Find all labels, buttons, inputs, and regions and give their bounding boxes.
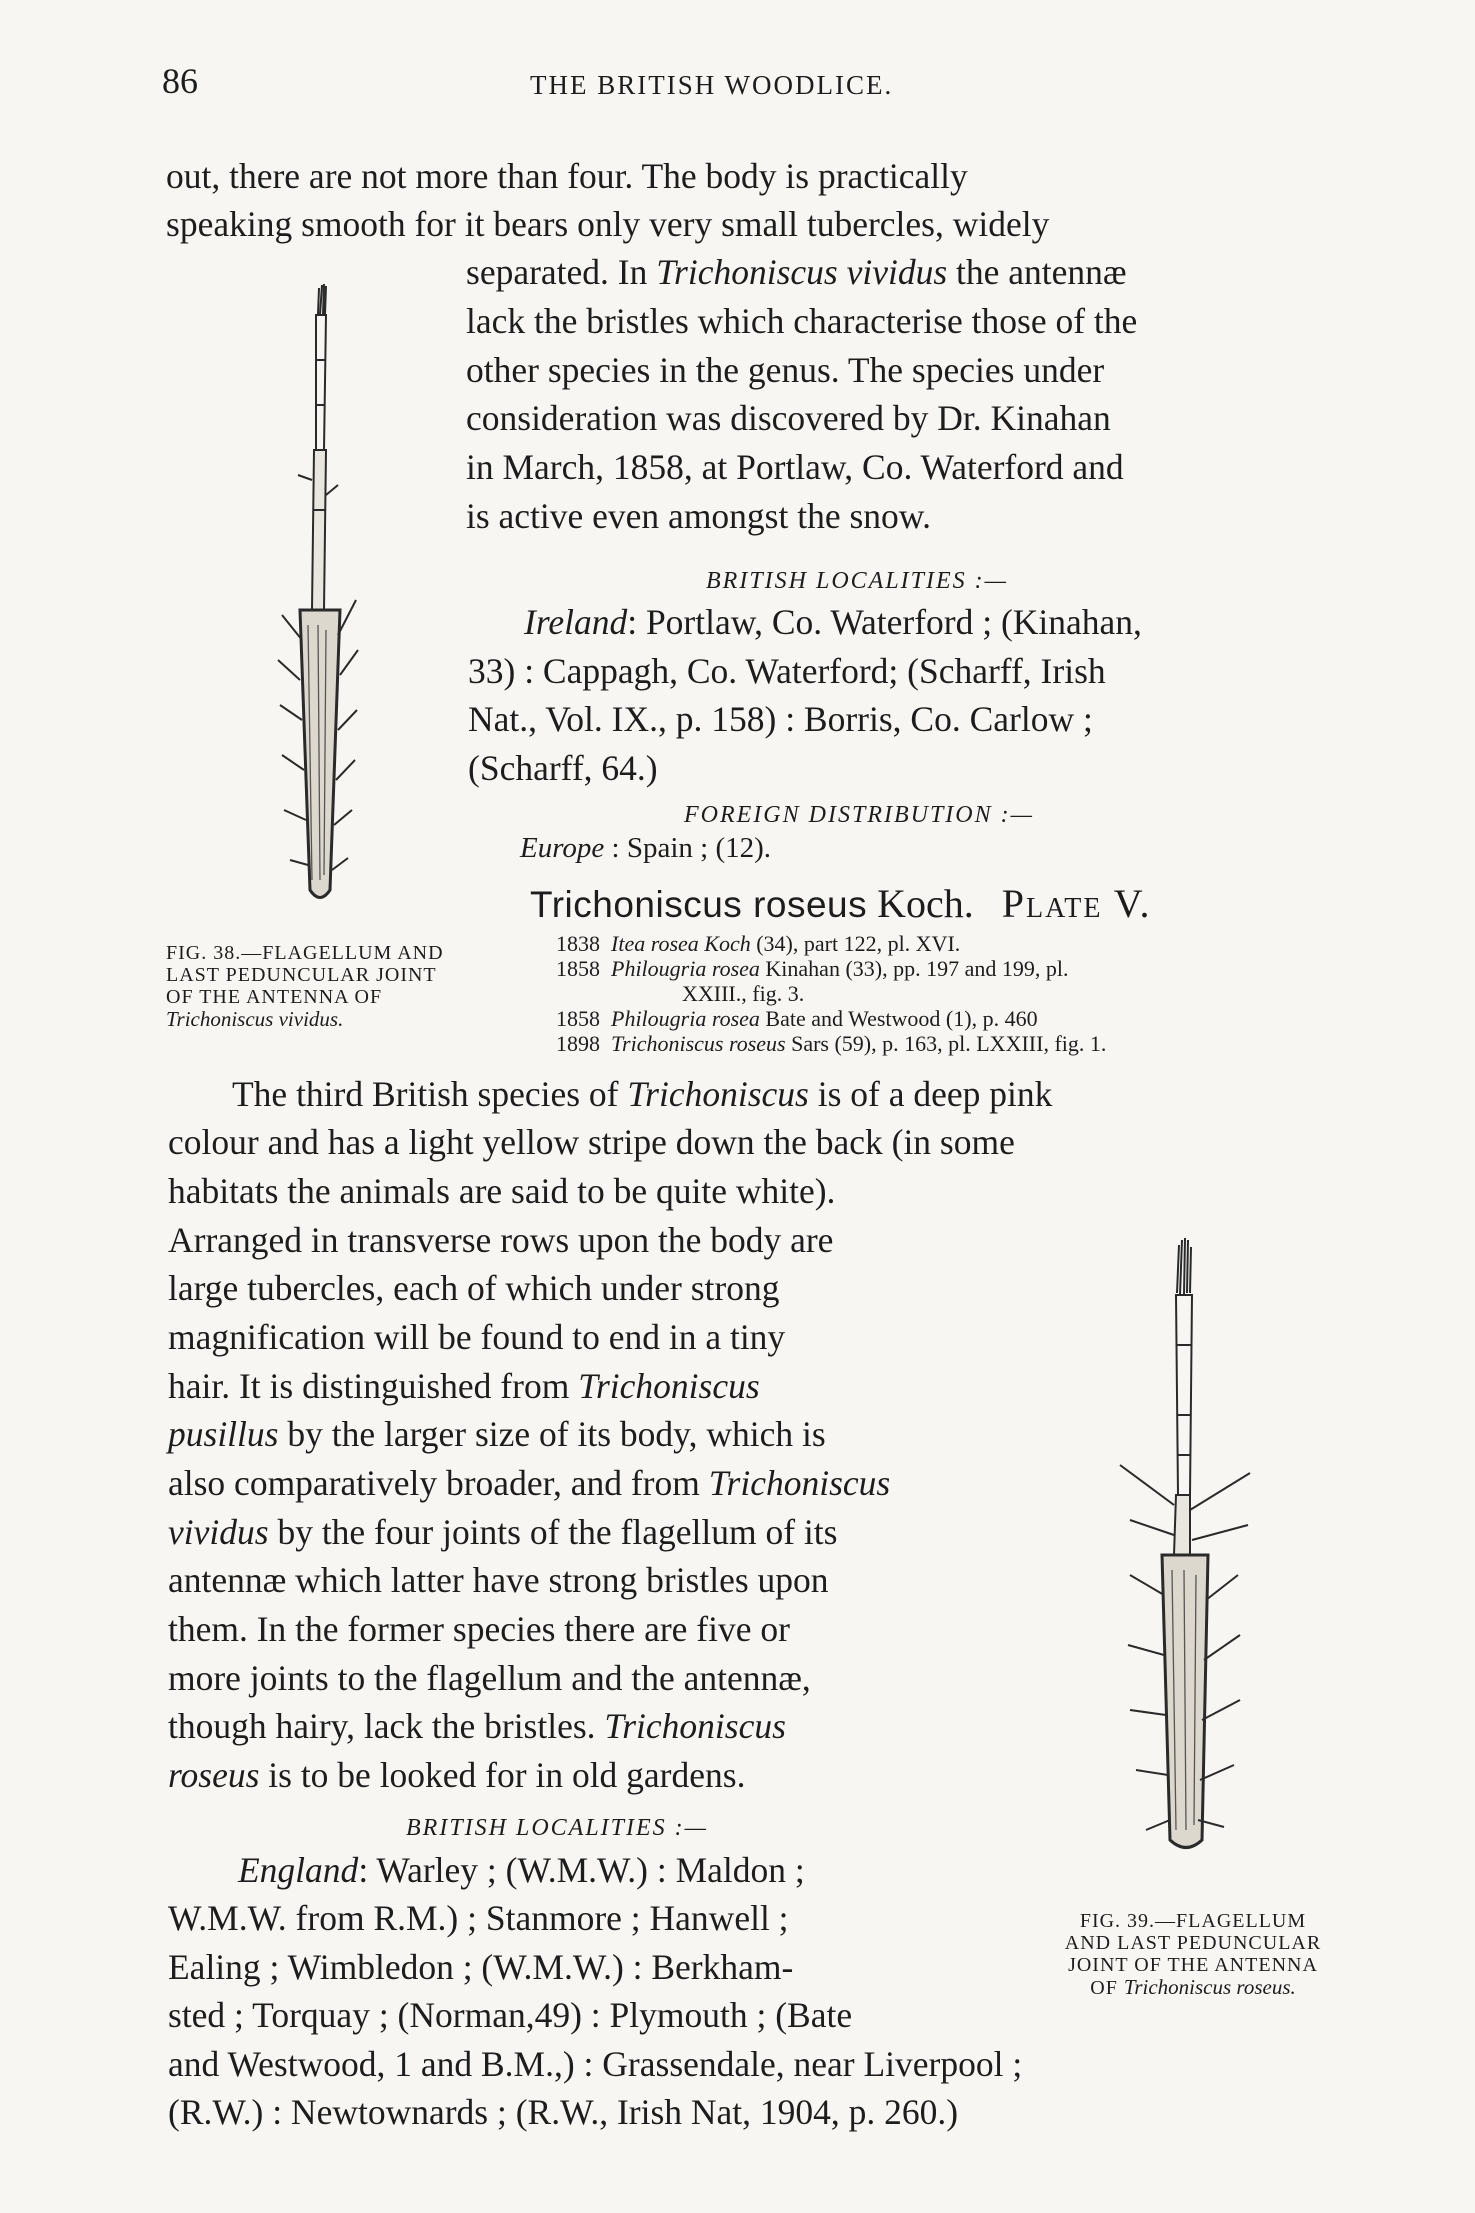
- main-line-15: roseus is to be looked for in old gardens.: [168, 1755, 746, 1795]
- main-line-12: them. In the former species there are five or: [168, 1609, 790, 1649]
- main-line-7: hair. It is distinguished from Trichoniscus: [168, 1366, 760, 1406]
- localities-2-line-1: England: Warley ; (W.M.W.) : Maldon ;: [238, 1850, 805, 1890]
- intro-line-7: in March, 1858, at Portlaw, Co. Waterford and: [466, 447, 1124, 487]
- main-line-5: large tubercles, each of which under strong: [168, 1268, 780, 1308]
- localities-1-line-2: 33) : Cappagh, Co. Waterford; (Scharff, Irish: [468, 651, 1106, 691]
- species-heading: Trichoniscus roseus Koch. Plate V.: [530, 881, 1152, 926]
- intro-line-1: out, there are not more than four. The body is practically: [166, 156, 968, 196]
- synonymy-line-3: XXIII., fig. 3.: [682, 981, 805, 1006]
- intro-line-6: consideration was discovered by Dr. Kinahan: [466, 398, 1111, 438]
- main-line-13: more joints to the flagellum and the antennæ,: [168, 1658, 811, 1698]
- intro-line-2: speaking smooth for it bears only very small tubercles, widely: [166, 204, 1050, 244]
- localities-1-line-4: (Scharff, 64.): [468, 748, 658, 788]
- page-number: 86: [162, 61, 198, 101]
- localities-1-line-1: Ireland: Portlaw, Co. Waterford ; (Kinahan,: [524, 602, 1142, 642]
- british-localities-heading-1: BRITISH LOCALITIES :—: [706, 568, 1009, 594]
- foreign-distribution-heading: FOREIGN DISTRIBUTION :—: [684, 802, 1034, 828]
- main-line-3: habitats the animals are said to be quite white).: [168, 1171, 836, 1211]
- localities-1-line-3: Nat., Vol. IX., p. 158) : Borris, Co. Carlow ;: [468, 699, 1093, 739]
- main-line-9: also comparatively broader, and from Trichoniscus: [168, 1463, 891, 1503]
- synonymy-line-1: 1838 Itea rosea Koch (34), part 122, pl. XVI.: [556, 931, 961, 956]
- main-line-8: pusillus by the larger size of its body, which is: [168, 1414, 826, 1454]
- main-line-1: The third British species of Trichoniscus is of a deep pink: [232, 1074, 1053, 1114]
- synonymy-line-5: 1898 Trichoniscus roseus Sars (59), p. 163, pl. LXXIII, fig. 1.: [556, 1031, 1107, 1056]
- main-line-2: colour and has a light yellow stripe down the back (in some: [168, 1122, 1015, 1162]
- localities-2-line-4: sted ; Torquay ; (Norman,49) : Plymouth ; (Bate: [168, 1995, 853, 2035]
- fig-39-antenna-illustration: [1110, 1235, 1260, 1855]
- fig-38-antenna-illustration: [260, 280, 360, 910]
- main-line-10: vividus by the four joints of the flagellum of its: [168, 1512, 838, 1552]
- intro-line-3: separated. In Trichoniscus vividus the antennæ: [466, 252, 1127, 292]
- fig-38-caption: FIG. 38.—FLAGELLUM AND LAST PEDUNCULAR JOINT OF THE ANTENNA OF Trichoniscus vividus.: [166, 942, 444, 1031]
- localities-2-line-3: Ealing ; Wimbledon ; (W.M.W.) : Berkham-: [168, 1947, 794, 1987]
- main-line-14: though hairy, lack the bristles. Trichoniscus: [168, 1706, 786, 1746]
- intro-line-5: other species in the genus. The species under: [466, 350, 1105, 390]
- localities-2-line-5: and Westwood, 1 and B.M.,) : Grassendale, near Liverpool ;: [168, 2044, 1023, 2084]
- synonymy-line-2: 1858 Philougria rosea Kinahan (33), pp. 197 and 199, pl.: [556, 956, 1069, 981]
- localities-2-line-2: W.M.W. from R.M.) ; Stanmore ; Hanwell ;: [168, 1898, 789, 1938]
- localities-2-line-6: (R.W.) : Newtownards ; (R.W., Irish Nat, 1904, p. 260.): [168, 2092, 959, 2132]
- running-title: THE BRITISH WOODLICE.: [530, 70, 894, 100]
- synonymy-line-4: 1858 Philougria rosea Bate and Westwood (1), p. 460: [556, 1006, 1038, 1031]
- fig-39-caption: FIG. 39.—FLAGELLUM AND LAST PEDUNCULAR JOINT OF THE ANTENNA OF Trichoniscus roseus.: [1064, 1910, 1322, 1999]
- intro-line-4: lack the bristles which characterise those of the: [466, 301, 1138, 341]
- british-localities-heading-2: BRITISH LOCALITIES :—: [406, 1815, 709, 1841]
- main-line-6: magnification will be found to end in a tiny: [168, 1317, 786, 1357]
- main-line-11: antennæ which latter have strong bristles upon: [168, 1560, 829, 1600]
- main-line-4: Arranged in transverse rows upon the body are: [168, 1220, 834, 1260]
- foreign-distribution-line: Europe : Spain ; (12).: [520, 832, 772, 864]
- intro-line-8: is active even amongst the snow.: [466, 496, 932, 536]
